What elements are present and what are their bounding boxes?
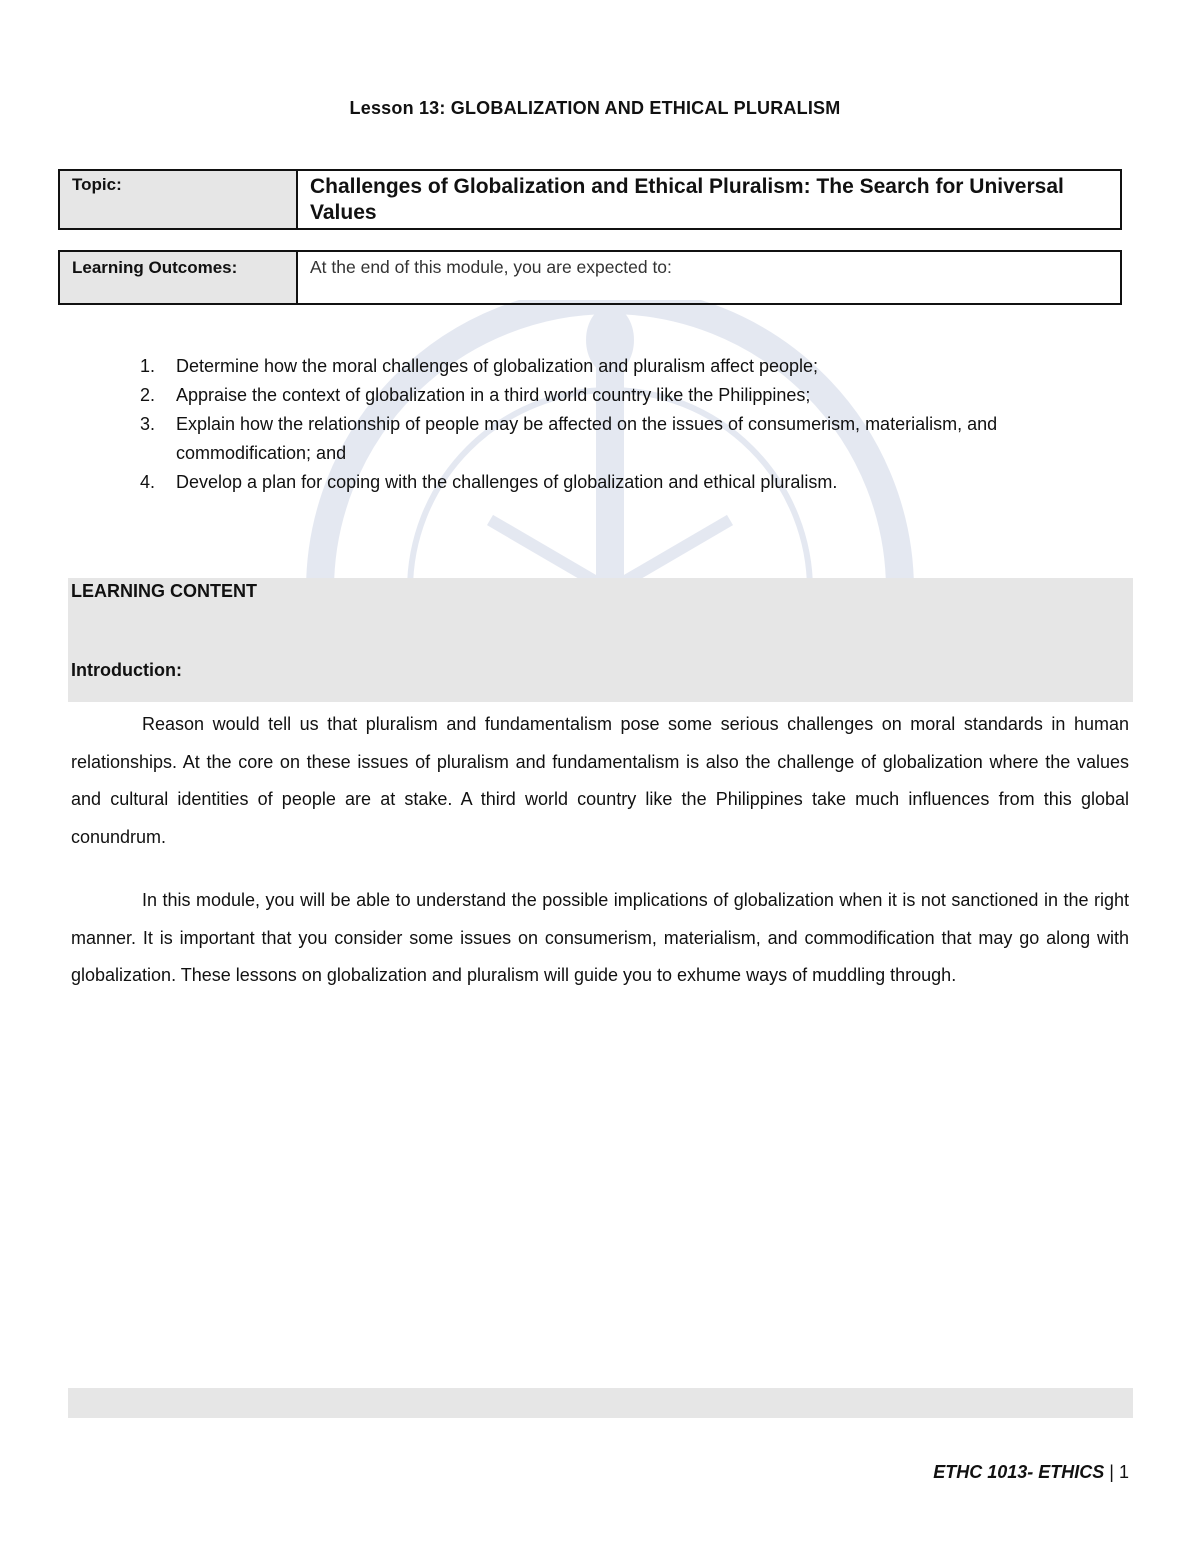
list-item-number: 3. xyxy=(140,414,156,434)
list-item-number: 1. xyxy=(140,356,156,376)
learning-outcomes-label: Learning Outcomes: xyxy=(60,252,298,303)
topic-label: Topic: xyxy=(60,171,298,228)
list-item-text: Appraise the context of globalization in a third world country like the Philippines; xyxy=(176,385,811,405)
outcomes-list xyxy=(136,352,1136,497)
introduction-heading: Introduction: xyxy=(71,660,182,680)
footer-separator: | xyxy=(1109,1462,1114,1482)
lesson-title: Lesson 13: GLOBALIZATION AND ETHICAL PLURALISM xyxy=(349,98,841,118)
list-item xyxy=(136,468,1136,497)
list-item xyxy=(136,381,1136,410)
footer-band xyxy=(68,1388,1133,1418)
introduction-paragraph-1: Reason would tell us that pluralism and fundamentalism pose some serious challenges on moral standards in human relationships. At the core on these issues of pluralism and fundamentalism is also the challenge of globalization where the values and cultural identities of people are at stake. A third world country like the Philippines take much influences from this global conundrum. xyxy=(71,714,1129,847)
list-item-text: Explain how the relationship of people may be affected on the issues of consumerism, materialism, and commodification; and xyxy=(176,414,998,463)
page-number: 1 xyxy=(1118,1462,1129,1482)
page-footer xyxy=(933,1462,1129,1483)
list-item-number: 2. xyxy=(140,385,156,405)
topic-value: Challenges of Globalization and Ethical Pluralism: The Search for Universal Values xyxy=(310,175,1064,224)
introduction-paragraph-2: In this module, you will be able to understand the possible implications of globalization when it is not sanctioned in the right manner. It is important that you consider some issues on consumerism, materialism, and commodification that may go along with globalization. These lessons on globalization and pluralism will guide you to exhume ways of muddling through. xyxy=(71,890,1129,985)
list-item xyxy=(136,352,1136,381)
list-item-text: Develop a plan for coping with the challenges of globalization and ethical pluralism. xyxy=(176,472,838,492)
learning-outcomes-box xyxy=(58,250,1122,305)
topic-box xyxy=(58,169,1122,230)
learning-outcomes-value: At the end of this module, you are expected to: xyxy=(310,257,672,277)
list-item-text: Determine how the moral challenges of globalization and pluralism affect people; xyxy=(176,356,819,376)
list-item xyxy=(136,410,1136,468)
learning-content-heading: LEARNING CONTENT xyxy=(71,581,257,601)
footer-course-code: ETHC 1013- ETHICS xyxy=(933,1462,1105,1482)
list-item-number: 4. xyxy=(140,472,156,492)
